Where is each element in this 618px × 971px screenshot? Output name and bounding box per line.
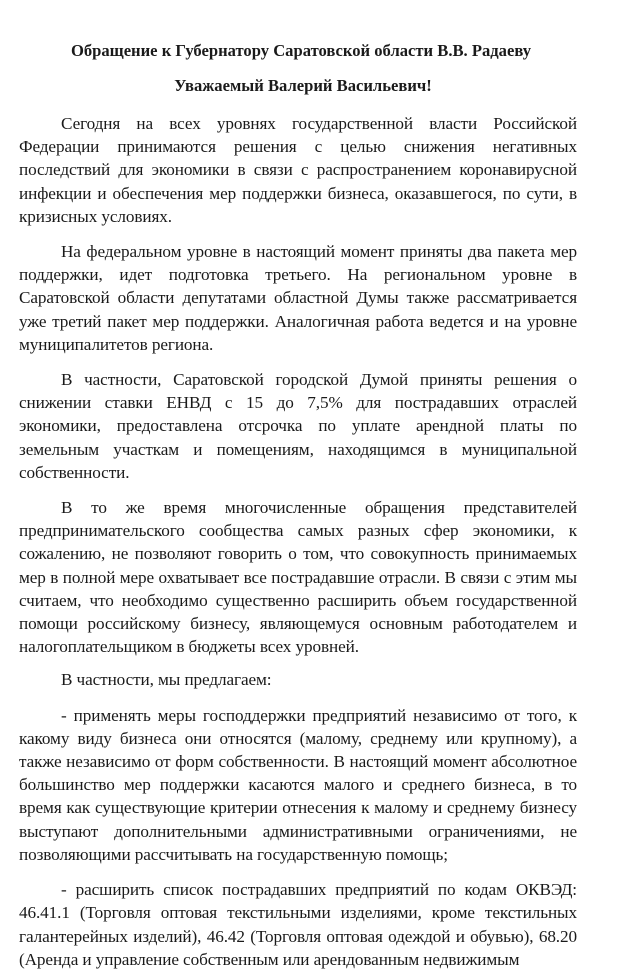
- document-page: [19, 40, 577, 971]
- paragraph-city-duma: В частности, Саратовской городской Думой приняты решения о снижении ставки ЕНВД с 15 до 7,5% для пострадавших отраслей экономики, предоставлена отсрочка по уплате арендной платы по земельным участкам и помещениям, находящимся в муниципальной собственности.: [19, 370, 577, 482]
- document-title: Обращение к Губернатору Саратовской области В.В. Радаеву: [70, 41, 532, 60]
- proposal-item-support-measures: - применять меры господдержки предприятий независимо от того, к какому виду бизнеса они относятся (малому, среднему или крупному), а также независимо от форм собственности. В настоящий момент абсолютное большинство мер поддержки касаются малого и среднего бизнеса, в то время как существующие критерии отнесения к малому и среднему бизнесу выступают дополнительными административными ограничениями, не позволяющими рассчитывать на государственную помощь;: [19, 705, 577, 864]
- paragraph-federal-level: На федеральном уровне в настоящий момент приняты два пакета мер поддержки, идет подготовка третьего. На региональном уровне в Саратовской области депутатами областной Думы также рассматривается уже третий пакет мер поддержки. Аналогичная работа ведется и на уровне муниципалитетов региона.: [19, 242, 577, 354]
- paragraph-intro: Сегодня на всех уровнях государственной власти Российской Федерации принимаются решения с целью снижения негативных последствий для экономики в связи с распространением коронавирусной инфекции и обеспечения мер поддержки бизнеса, оказавшегося, по сути, в кризисных условиях.: [19, 114, 577, 226]
- salutation: Уважаемый Валерий Васильевич!: [174, 76, 432, 95]
- paragraph-proposals-intro: В частности, мы предлагаем:: [61, 670, 272, 690]
- paragraph-business-appeals: В то же время многочисленные обращения представителей предпринимательского сообщества самых разных сфер экономики, к сожалению, не позволяют говорить о том, что совокупность принимаемых мер в полной мере охватывает все пострадавшие отрасли. В связи с этим мы считаем, что необходимо существенно расширить объем государственной помощи российскому бизнесу, являющемуся основным работодателем и налогоплательщиком в бюджеты всех уровней.: [19, 498, 577, 657]
- proposal-item-okved-codes: - расширить список пострадавших предприятий по кодам ОКВЭД: 46.41.1 (Торговля оптовая текстильными изделиями, кроме текстильных галантерейных изделий), 46.42 (Торговля оптовая одеждой и обувью), 68.20 (Аренда и управление собственным или арендованным недвижимым: [19, 880, 577, 969]
